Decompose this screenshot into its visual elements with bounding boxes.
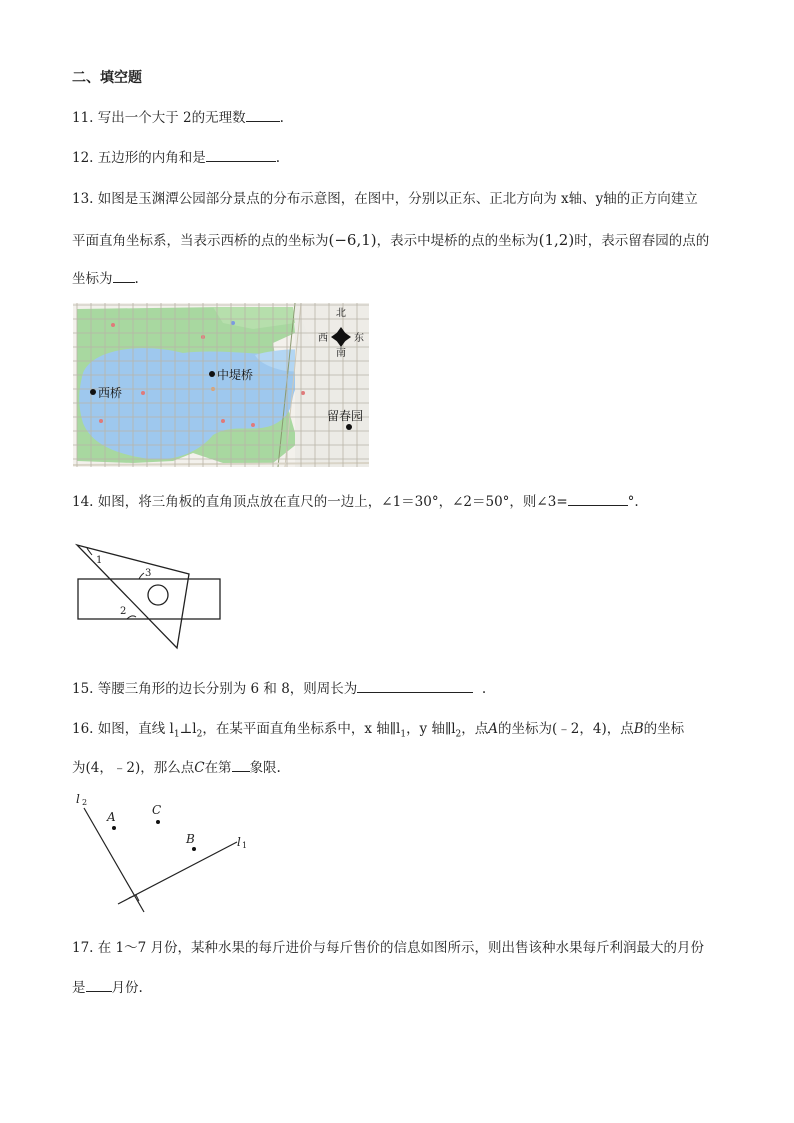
- q16-sub-c: 1: [400, 729, 407, 740]
- question-17-line2: [72, 976, 143, 996]
- angle-2-label: 2: [120, 606, 127, 617]
- park-map: [73, 303, 369, 467]
- q16-text-a: 16. 如图，直线 l: [72, 721, 174, 737]
- q16-sub-d: 2: [455, 729, 462, 740]
- label-liuchunyuan: 留春园: [327, 409, 364, 423]
- q17-text-b: 月份.: [111, 980, 143, 996]
- perpendicular-lines-figure: [72, 790, 262, 915]
- q13-line2-text-c: 时，表示留春园的点的: [574, 233, 710, 249]
- q16-text-g: 的坐标为(﹣2，4)，点: [498, 721, 634, 737]
- q13-line3-text: 坐标为: [72, 271, 113, 287]
- question-16-line1: [72, 717, 684, 740]
- point-b: [192, 847, 196, 851]
- q16-sub-b: 2: [196, 729, 203, 740]
- label-a: A: [107, 810, 116, 824]
- point-liuchunyuan: [346, 424, 352, 430]
- q16-line2-d: 象限.: [249, 760, 281, 776]
- q16-point-b: B: [633, 721, 644, 737]
- q15-text: 15. 等腰三角形的边长分别为 6 和 8，则周长为: [72, 681, 358, 697]
- q15-blank: [357, 680, 473, 693]
- q14-text: 14. 如图，将三角板的直角顶点放在直尺的一边上，∠1＝30°，∠2＝50°，则∠3=: [72, 494, 568, 510]
- q14-end: °.: [627, 494, 639, 510]
- ruler-triangle-figure: [72, 538, 232, 653]
- q16-text-b: ⊥l: [179, 721, 197, 737]
- question-15: [72, 677, 486, 697]
- q16-text-i: 的坐标: [643, 721, 685, 737]
- q15-end: .: [481, 681, 487, 697]
- question-16-line2: [72, 756, 281, 776]
- q16-text-e: ，点: [461, 721, 489, 737]
- label-zhongdiqiao: 中堤桥: [217, 368, 254, 382]
- q16-point-c: C: [194, 760, 205, 776]
- q13-line2-text-b: ，表示中堤桥的点的坐标为: [376, 233, 539, 249]
- question-13-line2: [72, 229, 709, 249]
- question-17-line1: 17. 在 1～7 月份，某种水果的每斤进价与每斤售价的信息如图所示，则出售该种水果每斤利润最大的月份: [72, 940, 705, 956]
- q16-sub-a: 1: [173, 729, 180, 740]
- section-title: 二、填空题: [72, 70, 142, 86]
- q12-blank: [206, 149, 276, 162]
- label-l1: l: [237, 835, 241, 849]
- label-xiqiao: 西桥: [98, 386, 123, 400]
- point-xiqiao: [90, 389, 96, 395]
- q11-text: 11. 写出一个大于 2的无理数: [72, 110, 246, 126]
- q13-blank: [113, 270, 135, 283]
- q12-end: .: [275, 150, 281, 166]
- q11-blank: [246, 109, 280, 122]
- label-l2: l: [76, 792, 80, 806]
- compass-east: 东: [354, 333, 364, 344]
- q14-blank: [568, 493, 628, 506]
- q12-text: 12. 五边形的内角和是: [72, 150, 206, 166]
- q16-line2-c: 在第: [204, 760, 232, 776]
- q17-text-a: 是: [72, 980, 86, 996]
- question-14: [72, 490, 639, 510]
- question-12: [72, 146, 280, 166]
- q17-blank: [86, 979, 112, 992]
- q13-coord-xiqiao: (−6,1): [328, 231, 377, 249]
- angle-1-label: 1: [96, 555, 103, 566]
- label-c: C: [152, 803, 162, 817]
- q13-coord-zhongdiqiao: (1,2): [538, 231, 575, 249]
- q11-end: .: [279, 110, 284, 126]
- compass-south: 南: [336, 348, 346, 359]
- park-map-figure: [73, 303, 369, 467]
- q13-line2-text-a: 平面直角坐标系，当表示西桥的点的坐标为: [72, 233, 329, 249]
- compass-west: 西: [318, 333, 328, 344]
- point-a: [112, 826, 116, 830]
- angle-3-label: 3: [145, 568, 152, 579]
- label-l2-sub: 2: [82, 798, 88, 807]
- question-13-line1: 13. 如图是玉渊潭公园部分景点的分布示意图，在图中，分别以正东、正北方向为 x轴、y轴的正方向建立: [72, 191, 698, 207]
- label-b: B: [186, 832, 195, 846]
- question-11: [72, 106, 284, 126]
- label-l1-sub: 1: [242, 841, 248, 850]
- q16-text-d: ，y 轴∥l: [406, 721, 456, 737]
- q16-point-a: A: [488, 721, 499, 737]
- perpendicular-lines-diagram: [72, 790, 262, 915]
- q16-text-c: ，在某平面直角坐标系中，x 轴∥l: [202, 721, 401, 737]
- point-zhongdiqiao: [209, 371, 215, 377]
- compass-north: 北: [336, 308, 346, 319]
- ruler-triangle-diagram: [72, 538, 232, 653]
- question-13-line3: [72, 267, 139, 287]
- q13-end: .: [134, 271, 139, 287]
- q16-blank: [232, 759, 250, 772]
- point-c: [156, 820, 160, 824]
- q16-line2-a: 为(4，﹣2)，那么点: [72, 760, 195, 776]
